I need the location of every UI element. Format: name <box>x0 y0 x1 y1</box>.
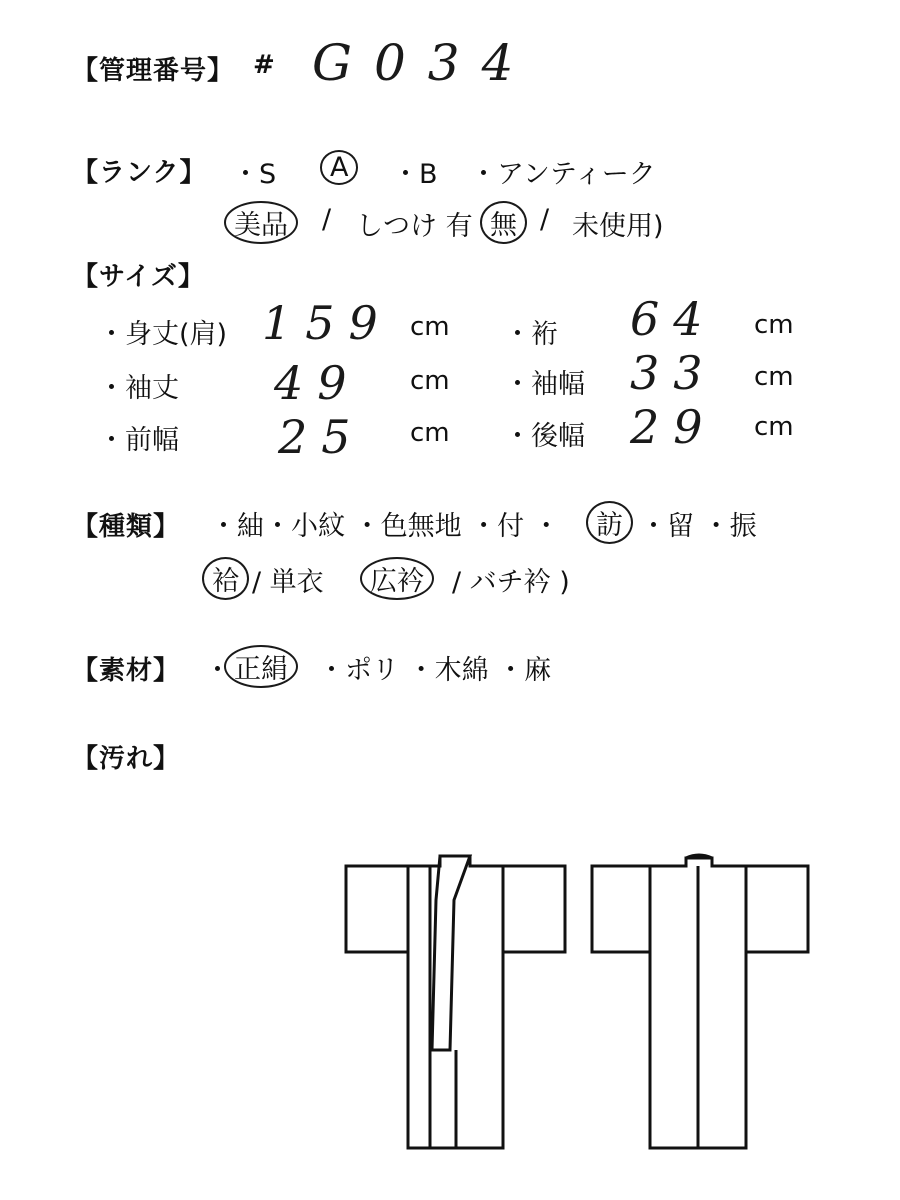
condition-beauty-circle: 美品 <box>224 201 298 244</box>
kimono-front-icon <box>346 856 565 1148</box>
type-bachieri: / バチ衿 ) <box>452 567 570 598</box>
rank-label: 【ランク】 <box>72 158 207 188</box>
type-options-2: ・留 ・振 <box>640 511 757 542</box>
size-sodehaba-unit: cm <box>754 362 794 392</box>
size-mitake-value: 159 <box>262 296 392 350</box>
size-mitake-label: ・身丈(肩) <box>98 319 228 350</box>
type-options-1: ・紬・小紋 ・色無地 ・付 ・ <box>210 511 560 542</box>
condition-unused: 未使用) <box>572 211 664 242</box>
material-silk <box>226 648 296 685</box>
size-sodetake-label: ・袖丈 <box>98 373 179 404</box>
size-maehaba-label: ・前幅 <box>98 425 179 456</box>
condition-shitsuke-none <box>482 204 525 241</box>
condition-sep-2: / <box>540 204 550 235</box>
rank-option-antique: ・アンティーク <box>470 159 656 190</box>
management-hash: # <box>253 50 276 80</box>
rank-option-a <box>322 152 356 183</box>
material-others: ・ポリ ・木綿 ・麻 <box>318 655 552 686</box>
rank-option-b: ・B <box>392 159 438 190</box>
material-pre: ・ <box>204 655 231 686</box>
size-sodehaba-label: ・袖幅 <box>504 369 585 400</box>
size-maehaba-unit: cm <box>410 418 450 448</box>
kimono-back-icon <box>592 855 808 1148</box>
type-awase-circle: 袷 <box>202 557 249 600</box>
condition-shitsuke: しつけ 有 <box>356 211 473 242</box>
size-ushirohaba-unit: cm <box>754 412 794 442</box>
material-silk-circle: 正絹 <box>224 645 298 688</box>
size-ushirohaba-value: 29 <box>630 400 717 454</box>
condition-beauty <box>226 204 296 241</box>
rank-option-a-circle: A <box>320 150 358 185</box>
type-houmon-circle: 訪 <box>586 501 633 544</box>
size-label: 【サイズ】 <box>72 262 205 292</box>
rank-option-s: ・S <box>232 159 277 190</box>
material-label: 【素材】 <box>72 656 181 686</box>
size-ushirohaba-label: ・後幅 <box>504 421 585 452</box>
type-hiroeri-circle: 広衿 <box>360 557 434 600</box>
condition-shitsuke-none-circle: 無 <box>480 201 527 244</box>
type-houmon <box>588 504 631 541</box>
stain-label: 【汚れ】 <box>72 744 181 774</box>
size-sodetake-value: 49 <box>274 356 361 410</box>
size-maehaba-value: 25 <box>278 410 365 464</box>
type-hitoe: / 単衣 <box>252 567 324 598</box>
management-label: 【管理番号】 <box>72 56 235 86</box>
size-mitake-unit: cm <box>410 312 450 342</box>
type-label: 【種類】 <box>72 512 181 542</box>
management-number: G034 <box>312 34 536 92</box>
size-yuki-label: ・裄 <box>504 319 558 350</box>
condition-sep-1: / <box>322 204 332 235</box>
size-sodehaba-value: 33 <box>630 346 717 400</box>
size-yuki-unit: cm <box>754 310 794 340</box>
size-sodetake-unit: cm <box>410 366 450 396</box>
type-awase <box>204 560 247 597</box>
size-yuki-value: 64 <box>630 292 717 346</box>
type-hiroeri <box>362 560 432 597</box>
